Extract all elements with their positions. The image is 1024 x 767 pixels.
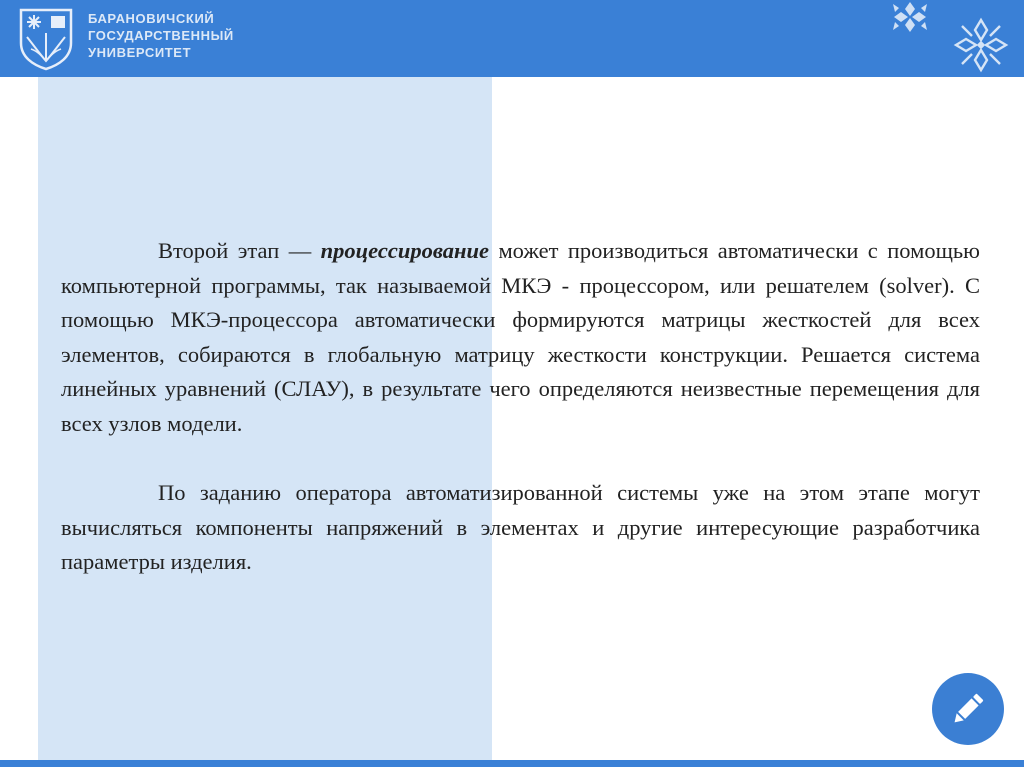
bottom-bar — [0, 760, 1024, 767]
university-logo-icon — [17, 7, 75, 71]
header-bar — [0, 0, 1024, 77]
snowflake-ornament-icon — [885, 0, 935, 34]
paragraph-1-start: Второй этап — — [158, 238, 321, 263]
paragraph-1-rest: может производиться автоматически с помощью компьютерной программы, так называемой МКЭ - процессором, или решателем (solver). С помощью МКЭ-процессора автоматически формируются матрицы жесткостей для всех элементов, собираются в глобальную матрицу жесткости конструкции. Решается система линейных уравнений (СЛАУ), в результате чего определяются неизвестные перемещения для всех узлов модели. — [61, 238, 980, 436]
university-name-line-2: ГОСУДАРСТВЕННЫЙ — [88, 28, 234, 43]
paragraph-1 — [61, 234, 980, 442]
paragraph-2: По заданию оператора автоматизированной системы уже на этом этапе могут вычисляться компоненты напряжений в элементах и другие интересующие разработчика параметры изделия. — [61, 480, 980, 575]
paragraph-1-emphasis: процессирование — [320, 238, 489, 263]
pencil-button[interactable] — [932, 673, 1004, 745]
university-name-line-1: БАРАНОВИЧСКИЙ — [88, 11, 215, 26]
slide-text — [61, 234, 980, 580]
pencil-icon — [948, 689, 988, 729]
snowflake-ornament-icon — [952, 16, 1010, 74]
university-name — [88, 10, 234, 61]
university-name-line-3: УНИВЕРСИТЕТ — [88, 45, 192, 60]
